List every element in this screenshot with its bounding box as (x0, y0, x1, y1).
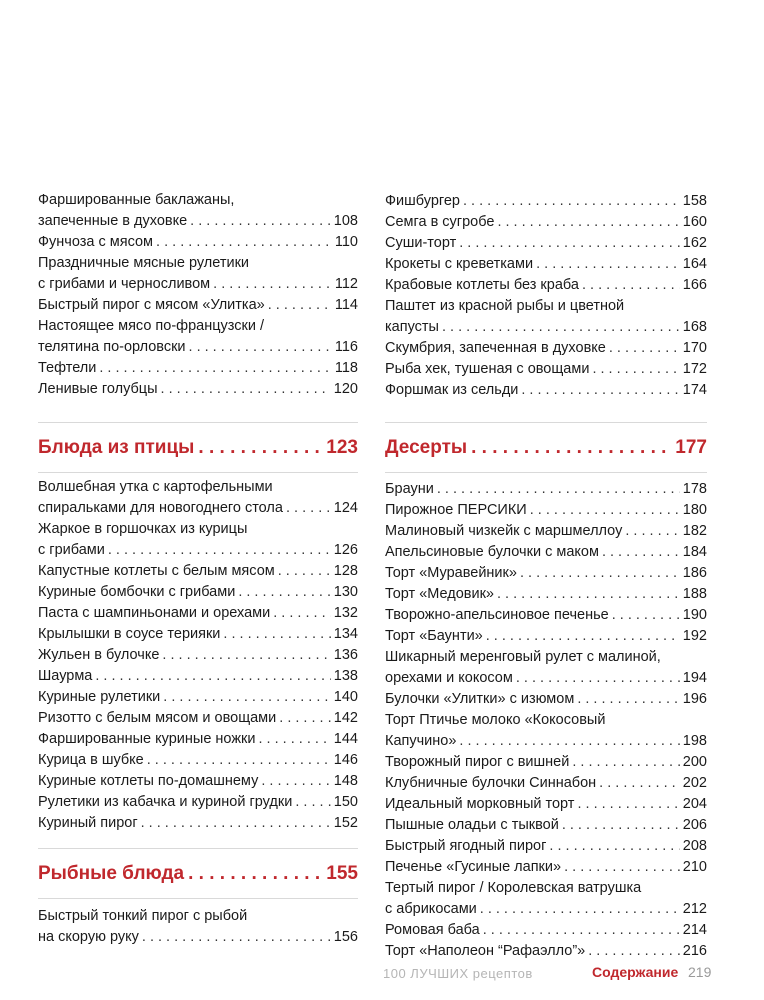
toc-entry-title: Идеальный морковный торт (385, 796, 575, 812)
toc-entry-last-line (38, 540, 358, 561)
section-fish-rule-top (38, 848, 358, 849)
toc-entry-title: Куриные бомбочки с грибами (38, 584, 236, 600)
toc-entry-title: Пышные оладьи с тыквой (385, 817, 559, 833)
toc-entry-title: Апельсиновые булочки с маком (385, 544, 599, 560)
toc-entry[interactable] (385, 521, 707, 542)
section-fish-page-number: 155 (326, 863, 358, 884)
toc-entry-last-line (385, 233, 707, 254)
toc-entry-title: Булочки «Улитки» с изюмом (385, 691, 575, 707)
toc-entry-last-line (385, 479, 707, 500)
toc-entry-title: Крокеты с креветками (385, 256, 534, 272)
section-fish-heading[interactable] (38, 862, 358, 886)
toc-entry-title: Фаршированные куриные ножки (38, 731, 256, 747)
toc-page-number: 182 (682, 523, 707, 539)
toc-entry-last-line (38, 771, 358, 792)
toc-entry-title: Форшмак из сельди (385, 382, 519, 398)
toc-entry[interactable] (385, 920, 707, 941)
toc-entry-title: Быстрый пирог с мясом «Улитка» (38, 297, 265, 313)
toc-entry-title: Крылышки в соусе терияки (38, 626, 221, 642)
toc-entry[interactable] (38, 624, 358, 645)
toc-entry[interactable] (385, 500, 707, 521)
toc-entry-title: Капучино» (385, 733, 457, 749)
toc-page-number: 134 (333, 626, 358, 642)
toc-page-number: 210 (682, 859, 707, 875)
dot-leader (286, 498, 331, 519)
dot-leader (437, 479, 680, 500)
toc-entry[interactable] (385, 212, 707, 233)
toc-entry-title: Творожно-апельсиновое печенье (385, 607, 609, 623)
toc-page-number: 206 (682, 817, 707, 833)
toc-page-number: 158 (682, 193, 707, 209)
dot-leader (592, 359, 679, 380)
section-poultry-title: Блюда из птицы (38, 437, 195, 458)
toc-page-number: 178 (682, 481, 707, 497)
toc-entry[interactable] (38, 729, 358, 750)
toc-page-number: 112 (334, 276, 358, 292)
toc-page-number: 142 (333, 710, 358, 726)
toc-entry[interactable] (38, 813, 358, 834)
toc-entry-title: Пирожное ПЕРСИКИ (385, 502, 527, 518)
toc-entry-last-line (38, 603, 358, 624)
toc-entry-last-line (38, 624, 358, 645)
dot-leader (213, 274, 332, 295)
toc-entry[interactable] (385, 296, 707, 338)
toc-page-number: 160 (682, 214, 707, 230)
toc-page-number: 162 (682, 235, 707, 251)
toc-entry-title: орехами и кокосом (385, 670, 513, 686)
toc-entry-title: Брауни (385, 481, 434, 497)
dot-leader (549, 836, 679, 857)
toc-entry-last-line (38, 645, 358, 666)
toc-entry[interactable] (385, 878, 707, 920)
toc-entry-last-line (38, 687, 358, 708)
toc-page-number: 150 (333, 794, 358, 810)
toc-page-number: 164 (682, 256, 707, 272)
toc-entry[interactable] (38, 666, 358, 687)
toc-entry[interactable] (385, 563, 707, 584)
toc-entry-title: Торт «Муравейник» (385, 565, 517, 581)
toc-entry-last-line (385, 626, 707, 647)
dot-leader (142, 927, 331, 948)
toc-page-number: 126 (333, 542, 358, 558)
toc-entry[interactable] (385, 191, 707, 212)
footer-page-number: 219 (688, 964, 712, 980)
toc-entry[interactable] (385, 836, 707, 857)
toc-page-number: 196 (682, 691, 707, 707)
toc-page-number: 148 (333, 773, 358, 789)
toc-page-number: 146 (333, 752, 358, 768)
section-desserts-rule-bottom (385, 472, 707, 473)
toc-page-number: 136 (333, 647, 358, 663)
toc-entry-title: Скумбрия, запеченная в духовке (385, 340, 606, 356)
dot-leader (258, 729, 330, 750)
toc-entry-last-line (38, 582, 358, 603)
toc-entry-last-line (385, 920, 707, 941)
toc-entry[interactable] (385, 254, 707, 275)
toc-entry-title: Суши-торт (385, 235, 457, 251)
toc-entry[interactable] (38, 750, 358, 771)
toc-entry[interactable] (38, 316, 358, 358)
dot-leader (189, 337, 332, 358)
dot-leader (483, 920, 680, 941)
footer-book-title: 100 ЛУЧШИХ рецептов (383, 966, 533, 981)
dot-leader (521, 380, 679, 401)
dot-leader (602, 542, 680, 563)
toc-entry[interactable] (385, 752, 707, 773)
dot-leader (564, 857, 680, 878)
toc-entry-title: Клубничные булочки Синнабон (385, 775, 597, 791)
toc-page-number: 172 (682, 361, 707, 377)
dot-leader (108, 540, 331, 561)
toc-entry[interactable] (385, 275, 707, 296)
toc-entry[interactable] (385, 359, 707, 380)
toc-entry-title: спиральками для новогоднего стола (38, 500, 283, 516)
toc-page-number: 110 (334, 234, 358, 250)
toc-entry-last-line (385, 794, 707, 815)
toc-entry-title: Рулетики из кабачка и куриной грудки (38, 794, 293, 810)
toc-entry[interactable] (385, 479, 707, 500)
toc-entry-title: Куриный пирог (38, 815, 138, 831)
toc-entry-title: Малиновый чизкейк с маршмеллоу (385, 523, 623, 539)
toc-page-number: 174 (682, 382, 707, 398)
toc-entry-last-line (385, 275, 707, 296)
toc-entry[interactable] (38, 708, 358, 729)
toc-entry-last-line (385, 899, 707, 920)
toc-entry-last-line (385, 191, 707, 212)
dot-leader (612, 605, 680, 626)
toc-page-number: 204 (682, 796, 707, 812)
dot-leader (471, 436, 671, 460)
toc-entry-title: Паста с шампиньонами и орехами (38, 605, 271, 621)
toc-entry[interactable] (38, 477, 358, 519)
toc-page-number: 118 (334, 360, 358, 376)
section-desserts-title: Десерты (385, 437, 468, 458)
toc-entry-last-line (38, 295, 358, 316)
toc-entry[interactable] (385, 773, 707, 794)
toc-entry[interactable] (38, 561, 358, 582)
section-poultry-rule-top (38, 422, 358, 423)
toc-entry-last-line (385, 731, 707, 752)
toc-entry-title: Курица в шубке (38, 752, 144, 768)
dot-leader (582, 275, 680, 296)
toc-entry[interactable] (385, 857, 707, 878)
toc-entry-title: Рыба хек, тушеная с овощами (385, 361, 590, 377)
toc-entry[interactable] (385, 338, 707, 359)
dot-leader (147, 750, 331, 771)
toc-entry-last-line (38, 211, 358, 232)
toc-entry-last-line (385, 689, 707, 710)
toc-page-number: 170 (682, 340, 707, 356)
toc-entry-last-line (38, 358, 358, 379)
toc-entry-title-line: Волшебная утка с картофельными (38, 479, 273, 495)
toc-entry-last-line (385, 836, 707, 857)
toc-entry[interactable] (38, 687, 358, 708)
toc-entry[interactable] (38, 645, 358, 666)
dot-leader (599, 773, 680, 794)
footer-section-title: Содержание (592, 964, 679, 980)
toc-entry-title: Фунчоза с мясом (38, 234, 154, 250)
dot-leader (99, 358, 332, 379)
toc-page-number: 152 (333, 815, 358, 831)
toc-entry-last-line (385, 500, 707, 521)
dot-leader (562, 815, 680, 836)
toc-entry-title-line: Жаркое в горшочках из курицы (38, 521, 248, 537)
dot-leader (156, 232, 332, 253)
dot-leader (497, 212, 679, 233)
dot-leader (520, 563, 680, 584)
toc-entry-title: капусты (385, 319, 439, 335)
toc-page-number: 214 (682, 922, 707, 938)
dot-leader (577, 689, 679, 710)
dot-leader (536, 254, 680, 275)
toc-entry-title: на скорую руку (38, 929, 139, 945)
toc-page-number: 128 (333, 563, 358, 579)
dot-leader (459, 233, 680, 254)
toc-entry-title: Торт «Медовик» (385, 586, 494, 602)
toc-entry-last-line (385, 941, 707, 962)
toc-entry-title: запеченные в духовке (38, 213, 188, 229)
toc-entry-title: Печенье «Гусиные лапки» (385, 859, 562, 875)
toc-entry[interactable] (38, 253, 358, 295)
dot-leader (572, 752, 679, 773)
toc-entry-last-line (385, 359, 707, 380)
toc-entry[interactable] (385, 794, 707, 815)
toc-entry-last-line (38, 274, 358, 295)
toc-entry-last-line (385, 338, 707, 359)
toc-entry[interactable] (385, 710, 707, 752)
toc-page-number: 140 (333, 689, 358, 705)
toc-entry-title-line: Торт Птичье молоко «Кокосовый (385, 712, 606, 728)
dot-leader (516, 668, 680, 689)
toc-page-number: 190 (682, 607, 707, 623)
toc-entry-title: Творожный пирог с вишней (385, 754, 570, 770)
toc-entry-title: Тефтели (38, 360, 97, 376)
toc-entry-title: Жульен в булочке (38, 647, 160, 663)
dot-leader (295, 792, 330, 813)
section-poultry-page-number: 123 (326, 437, 358, 458)
toc-entry-last-line (385, 212, 707, 233)
toc-page-number: 120 (333, 381, 358, 397)
toc-entry-last-line (385, 773, 707, 794)
toc-entry[interactable] (385, 584, 707, 605)
toc-entry-last-line (385, 542, 707, 563)
toc-entry[interactable] (38, 603, 358, 624)
toc-entry-title: Торт «Баунти» (385, 628, 483, 644)
toc-page-number: 156 (333, 929, 358, 945)
dot-leader (95, 666, 330, 687)
dot-leader (223, 624, 330, 645)
toc-entry-last-line (38, 729, 358, 750)
toc-entry-last-line (38, 927, 358, 948)
toc-entry-last-line (38, 792, 358, 813)
dot-leader (442, 317, 680, 338)
toc-entry-title: с абрикосами (385, 901, 477, 917)
toc-page-number: 212 (682, 901, 707, 917)
dot-leader (268, 295, 332, 316)
dot-leader (497, 584, 680, 605)
toc-entry-title: Быстрый ягодный пирог (385, 838, 547, 854)
toc-entry-last-line (38, 337, 358, 358)
toc-entry[interactable] (385, 626, 707, 647)
dot-leader (161, 379, 331, 400)
toc-page-number: 144 (333, 731, 358, 747)
toc-entry-last-line (38, 498, 358, 519)
toc-entry-last-line (38, 708, 358, 729)
toc-entry-last-line (385, 668, 707, 689)
toc-page-number: 130 (333, 584, 358, 600)
dot-leader (163, 687, 331, 708)
toc-entry-title: с грибами и черносливом (38, 276, 211, 292)
toc-entry[interactable] (38, 771, 358, 792)
toc-entry[interactable] (38, 582, 358, 603)
dot-leader (162, 645, 330, 666)
toc-entry-last-line (385, 752, 707, 773)
section-fish-rule-bottom (38, 898, 358, 899)
dot-leader (588, 941, 680, 962)
toc-entry-last-line (38, 750, 358, 771)
dot-leader (577, 794, 679, 815)
toc-entry[interactable] (38, 358, 358, 379)
toc-entry-last-line (38, 379, 358, 400)
dot-leader (273, 603, 331, 624)
toc-page-number: 116 (334, 339, 358, 355)
toc-page-number: 192 (682, 628, 707, 644)
toc-entry-last-line (385, 815, 707, 836)
toc-entry[interactable] (38, 190, 358, 232)
toc-entry-title: с грибами (38, 542, 105, 558)
toc-entry-title-line: Настоящее мясо по-французски / (38, 318, 265, 334)
dot-leader (609, 338, 680, 359)
toc-entry-title: Семга в сугробе (385, 214, 495, 230)
toc-entry-title: Куриные рулетики (38, 689, 161, 705)
toc-page-number: 188 (682, 586, 707, 602)
toc-entry[interactable] (385, 815, 707, 836)
toc-entry[interactable] (38, 232, 358, 253)
dot-leader (625, 521, 679, 542)
toc-entry-last-line (385, 857, 707, 878)
dot-leader (279, 708, 331, 729)
dot-leader (463, 191, 680, 212)
dot-leader (261, 771, 330, 792)
toc-page-number: 108 (333, 213, 358, 229)
toc-entry[interactable] (385, 233, 707, 254)
toc-page-number: 138 (333, 668, 358, 684)
toc-entry-title: Ризотто с белым мясом и овощами (38, 710, 277, 726)
section-desserts-page-number: 177 (675, 437, 707, 458)
toc-page-number: 180 (682, 502, 707, 518)
toc-page-number: 194 (682, 670, 707, 686)
dot-leader (198, 436, 322, 460)
toc-entry-title: Крабовые котлеты без краба (385, 277, 579, 293)
toc-entry-title-line: Фаршированные баклажаны, (38, 192, 235, 208)
section-poultry-rule-bottom (38, 472, 358, 473)
toc-entry-last-line (385, 605, 707, 626)
toc-page-number: 216 (682, 943, 707, 959)
toc-entry[interactable] (385, 380, 707, 401)
toc-page-number: 124 (333, 500, 358, 516)
toc-entry-title: телятина по-орловски (38, 339, 186, 355)
toc-entry[interactable] (38, 906, 358, 948)
toc-entry-title: Шаурма (38, 668, 93, 684)
toc-entry-title-line: Быстрый тонкий пирог с рыбой (38, 908, 248, 924)
toc-entry-title: Ленивые голубцы (38, 381, 158, 397)
dot-leader (530, 500, 680, 521)
toc-entry[interactable] (385, 647, 707, 689)
toc-page-number: 208 (682, 838, 707, 854)
toc-entry[interactable] (385, 941, 707, 962)
toc-entry[interactable] (38, 295, 358, 316)
toc-entry-last-line (38, 561, 358, 582)
dot-leader (480, 899, 680, 920)
toc-page-number: 132 (333, 605, 358, 621)
toc-entry-title-line: Праздничные мясные рулетики (38, 255, 250, 271)
toc-entry-last-line (385, 254, 707, 275)
dot-leader (486, 626, 680, 647)
dot-leader (188, 862, 322, 886)
toc-entry-title: Ромовая баба (385, 922, 480, 938)
toc-entry-title: Куриные котлеты по-домашнему (38, 773, 259, 789)
toc-entry-title-line: Паштет из красной рыбы и цветной (385, 298, 625, 314)
toc-entry[interactable] (385, 689, 707, 710)
toc-entry-last-line (38, 666, 358, 687)
toc-page-number: 114 (334, 297, 358, 313)
toc-entry-last-line (38, 232, 358, 253)
toc-entry-last-line (385, 380, 707, 401)
toc-page-number: 186 (682, 565, 707, 581)
toc-entry-last-line (385, 521, 707, 542)
toc-entry-title: Капустные котлеты с белым мясом (38, 563, 275, 579)
section-fish-title: Рыбные блюда (38, 863, 185, 884)
toc-page-number: 200 (682, 754, 707, 770)
dot-leader (278, 561, 331, 582)
toc-entry-last-line (385, 317, 707, 338)
toc-entry[interactable] (385, 542, 707, 563)
toc-entry-last-line (385, 563, 707, 584)
toc-page-number: 166 (682, 277, 707, 293)
toc-entry-last-line (385, 584, 707, 605)
toc-page-number: 184 (682, 544, 707, 560)
dot-leader (190, 211, 331, 232)
section-poultry-heading[interactable] (38, 436, 358, 460)
toc-entry[interactable] (38, 379, 358, 400)
dot-leader (141, 813, 331, 834)
toc-page-number: 202 (682, 775, 707, 791)
toc-page-number: 168 (682, 319, 707, 335)
toc-entry[interactable] (38, 792, 358, 813)
toc-entry[interactable] (38, 519, 358, 561)
toc-entry-title-line: Шикарный меренговый рулет с малиной, (385, 649, 661, 665)
toc-entry-title-line: Тертый пирог / Королевская ватрушка (385, 880, 642, 896)
toc-entry-title: Фишбургер (385, 193, 460, 209)
toc-entry[interactable] (385, 605, 707, 626)
toc-page-number: 198 (682, 733, 707, 749)
section-desserts-heading[interactable] (385, 436, 707, 460)
toc-entry-title: Торт «Наполеон “Рафаэлло”» (385, 943, 586, 959)
toc-entry-last-line (38, 813, 358, 834)
dot-leader (238, 582, 330, 603)
section-desserts-rule-top (385, 422, 707, 423)
dot-leader (459, 731, 679, 752)
